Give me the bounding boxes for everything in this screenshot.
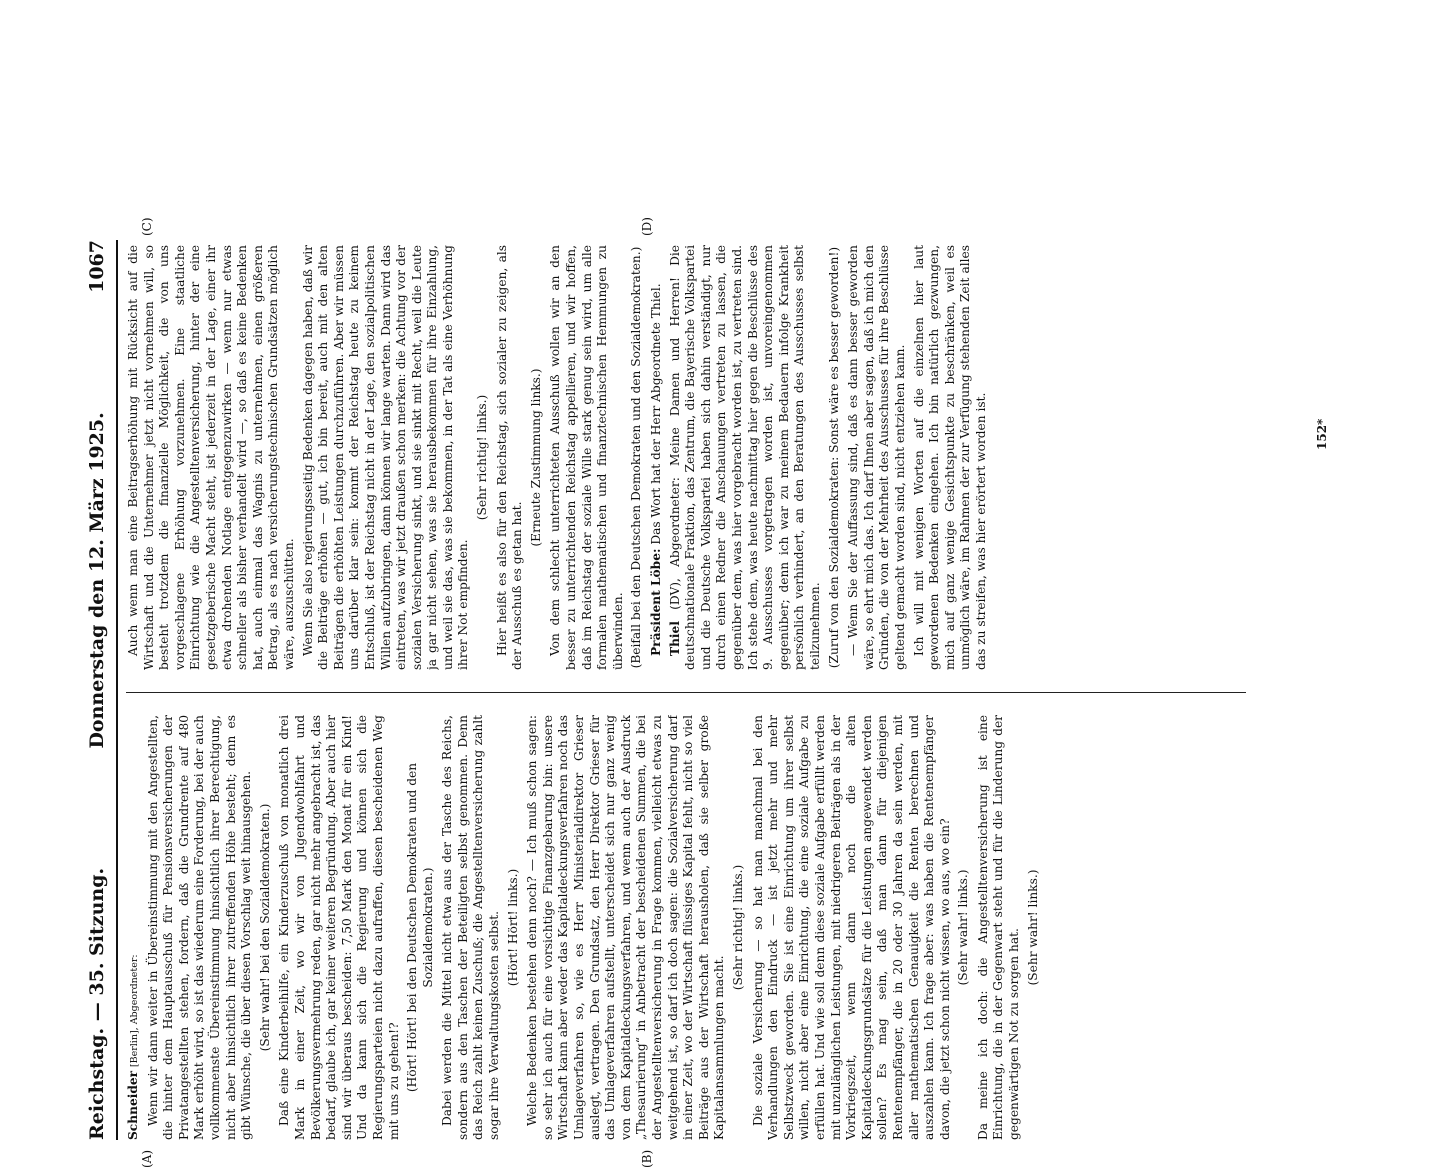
column-divider xyxy=(126,692,1246,693)
speaker-line xyxy=(126,715,143,1140)
speaker-name: Schneider xyxy=(126,1070,140,1140)
interjection: (Hört! Hört! links.) xyxy=(505,868,520,987)
paragraph: Von dem schlecht unterrichteten Ausschuß wollen wir an den besser zu unterrichtenden Reichstag appellieren, und wir hoffen, daß im Reichstag der soziale Wille stark genug sein wird, um alle formalen mathematischen und finanztechnischen Hemmungen zu überwinden. xyxy=(548,245,625,670)
rotated-document-page xyxy=(80,217,1360,1168)
right-column xyxy=(126,245,1326,670)
paragraph: Die soziale Versicherung — so hat man manchmal bei den Verhandlungen den Eindruck — ist jetzt mehr und mehr Selbstzweck geworden. Sie ist eine Einrichtung um ihrer selbst willen, nicht aber eine Einrichtung, die eine soziale Aufgabe zu erfüllen hat. Und wie soll denn diese soziale Aufgabe erfüllt werden mit unzulänglichen Leistungen, mit niedrigeren Beiträgen als in der Vorkriegszeit, wenn dann noch die alten Kapitaldeckungsgrundsätze für die Leistungen angewendet werden sollen? Es mag sein, daß man dann für diejenigen Rentenempfänger, die in 20 oder 30 Jahren da sein werden, mit aller mathematischen Genauigkeit die Renten berechnen und auszahlen kann. Ich frage aber: was haben die Rentenempfänger davon, die jetzt schon nicht wissen, wo aus, wo ein? xyxy=(750,715,952,1140)
president-text: Das Wort hat der Herr Abgeordnete Thiel. xyxy=(649,283,663,545)
paragraph: Auch wenn man eine Beitragserhöhung mit Rücksicht auf die Wirtschaft und die Unternehmer jetzt nicht vornehmen will, so besteht trotzdem die finanzielle Möglichkeit, die von uns vorgeschlagene Erhöhung vorzunehmen. Eine staatliche Einrichtung wie die Angestelltenversicherung, hinter der eine gesetzgeberische Macht steht, ist jederzeit in der Lage, einer ihr etwa drohenden Notlage entgegenzuwirken — wenn nur etwas schneller als bisher verhandelt wird —, so daß es keine Bedenken hat, auch einmal das Wagnis zu unternehmen, einen größeren Betrag, als es nach versicherungstechnischen Grundsätzen möglich wäre, auszuschütten. xyxy=(126,245,296,670)
paragraph: Hier heißt es also für den Reichstag, sich sozialer zu zeigen, als der Ausschuß es getan hat. xyxy=(494,245,525,670)
interjection: (Erneute Zustimmung links.) xyxy=(528,368,543,547)
interjection: (Sehr richtig! links.) xyxy=(730,864,745,991)
paragraph: Wenn Sie also regierungsseitig Bedenken dagegen haben, daß wir die Beiträge erhöhen — gut, ich bin bereit, auch mit den alten Beiträgen die erhöhten Leistungen durchzuführen. Aber wir müssen uns darüber klar sein: kommt der Reichstag heute zu keinem Entschluß, ist der Reichstag nicht in der Lage, den sozialpolitischen Willen aufzubringen, dann können wir lange warten. Dann wird das eintreten, was wir jetzt draußen schon merken: die Achtung vor der sozialen Versicherung sinkt, und sie sinkt mit Recht, weil die Leute ja gar nicht sehen, was sie herausbekommen für ihre Einzahlung, und weil sie das, was sie bekommen, in der Tat als eine Verhöhnung ihrer Not empfinden. xyxy=(300,245,471,670)
interjection: (Hört! Hört! bei den Deutschen Demokraten und den Sozialdemokraten.) xyxy=(405,762,435,1093)
sheet-signature: 152* xyxy=(1315,418,1329,450)
president-name: Präsident Löbe: xyxy=(649,548,663,656)
header-rule xyxy=(116,240,118,1140)
paragraph: Da meine ich doch: die Angestelltenversicherung ist eine Einrichtung, die in der Gegenwart steht und für die Linderung der gegenwärtigen Not zu sorgen hat. xyxy=(975,715,1022,1140)
speaker-line xyxy=(668,245,824,670)
page-header xyxy=(80,240,114,1140)
digitization-note xyxy=(1418,10,1432,1000)
margin-marker-d: (D) xyxy=(640,217,654,236)
header-session: Reichstag. — 35. Sitzung. xyxy=(86,867,108,1140)
speaker-detail: (DV), Abgeordneter: xyxy=(667,477,682,610)
speaker-detail: [Berlin], Abgeordneter: xyxy=(129,954,140,1068)
paragraph: — Wenn Sie der Auffassung sind, daß es dann besser geworden wäre, so ehrt mich das. Ich darf Ihnen aber sagen, daß ich mich den Gründen, die von der Mehrheit des Ausschusses für ihre Beschlüsse geltend gemacht worden sind, nicht entziehen kann. xyxy=(846,245,907,670)
margin-marker-a: (A) xyxy=(140,1149,154,1168)
left-column xyxy=(126,715,1326,1140)
paragraph: Daß eine Kinderbeihilfe, ein Kinderzuschuß von monatlich drei Mark in einer Zeit, wo wir von Jugendwohlfahrt und Bevölkerungsvermehrung reden, gar nicht mehr angebracht ist, das bedarf, glaube ich, gar keiner weiteren Begründung. Aber auch hier sind wir überaus bescheiden: 7,50 Mark den Monat für ein Kind! Und da kann sich die Regierung und können sich die Regierungsparteien nicht dazu aufraffen, diesen bescheidenen Weg mit uns zu gehen!? xyxy=(277,715,401,1140)
margin-marker-b: (B) xyxy=(640,1149,654,1168)
paragraph: Dabei werden die Mittel nicht etwa aus der Tasche des Reichs, sondern aus den Taschen der Beteiligten selbst genommen. Denn das Reich zahlt keinen Zuschuß; die Angestelltenversicherung zahlt sogar ihre Verwaltungskosten selbst. xyxy=(440,715,502,1140)
interjection: (Sehr wahr! bei den Sozialdemokraten.) xyxy=(257,803,272,1052)
page-number: 1067 xyxy=(86,240,108,293)
interjection: (Sehr wahr! links.) xyxy=(1025,869,1040,986)
paragraph: Wenn wir dann weiter in Übereinstimmung mit den Angestellten, die hinter dem Hauptausschuß für Pensionsversicherungen der Privatangestellten stehen, fordern, daß die Grundrente auf 480 Mark erhöht wird, so ist das wiederum eine Forderung, bei der auch vollkommenste Übereinstimmung hinsichtlich ihrer Berechtigung, nicht aber hinsichtlich ihrer zutreffenden Höhe besteht; denn es gibt Wünsche, die über diesen Vorschlag weit hinausgehen. xyxy=(145,715,254,1140)
interjection: (Sehr richtig! links.) xyxy=(475,394,490,521)
interjection: (Beifall bei den Deutschen Demokraten und den Sozialdemokraten.) xyxy=(629,246,644,669)
interjection: (Sehr wahr! links.) xyxy=(956,869,971,986)
paragraph: Welche Bedenken bestehen denn noch? — Ich muß schon sagen: so sehr ich auch für eine vorsichtige Finanzgebarung bin: unsere Wirtschaft kann aber weder das Kapitaldeckungsverfahren noch das Umlageverfahren so, wie es Herr Ministerialdirektor Grieser auslegt, vertragen. Den Grundsatz, den Herr Direktor Grieser für das Umlageverfahren aufstellt, unterscheidet sich nur ganz wenig von dem Kapitaldeckungsverfahren, und wenn auch der Ausdruck „Thesaurierung“ in Anbetracht der bescheidenen Summen, die bei der Angestelltenversicherung in Frage kommen, vielleicht etwas zu weitgehend ist, so darf ich doch sagen: die Sozialversicherung darf in einer Zeit, wo der Wirtschaft flüssiges Kapital fehlt, nicht so viel Beiträge aus der Wirtschaft herausholen, daß sie selber große Kapitalansammlungen macht. xyxy=(525,715,727,1140)
margin-marker-c: (C) xyxy=(140,217,154,236)
speaker-name: Thiel xyxy=(667,621,682,656)
president-line xyxy=(649,245,665,670)
paragraph: Meine Damen und Herren! Die deutschnationale Fraktion, das Zentrum, die Bayerische Volkspartei und die Deutsche Volkspartei haben sich dahin verständigt, nur durch einen Redner die Anschauungen vertreten zu lassen, die gegenüber dem, was hier vorgebracht worden ist, zu vertreten sind. Ich stehe dem, was heute nachmittag hier gegen die Beschlüsse des 9. Ausschusses vorgetragen worden ist, unvoreingenommen gegenüber; denn ich war zu meinem Bedauern infolge Krankheit persönlich verhindert, an den Beratungen des Ausschusses selbst teilzunehmen. xyxy=(667,245,822,670)
interjection: (Zuruf von den Sozialdemokraten: Sonst wäre es besser geworden!) xyxy=(826,246,841,669)
header-date: Donnerstag den 12. März 1925. xyxy=(86,412,108,749)
paragraph: Ich will mit wenigen Worten auf die einzelnen hier laut gewordenen Bedenken eingehen. Ich bin natürlich gezwungen, mich auf ganz wenige Gesichtspunkte zu beschränken, weil es unmöglich wäre, im Rahmen der zur Verfügung stehenden Zeit alles das zu streifen, was hier erörtert worden ist. xyxy=(911,245,988,670)
